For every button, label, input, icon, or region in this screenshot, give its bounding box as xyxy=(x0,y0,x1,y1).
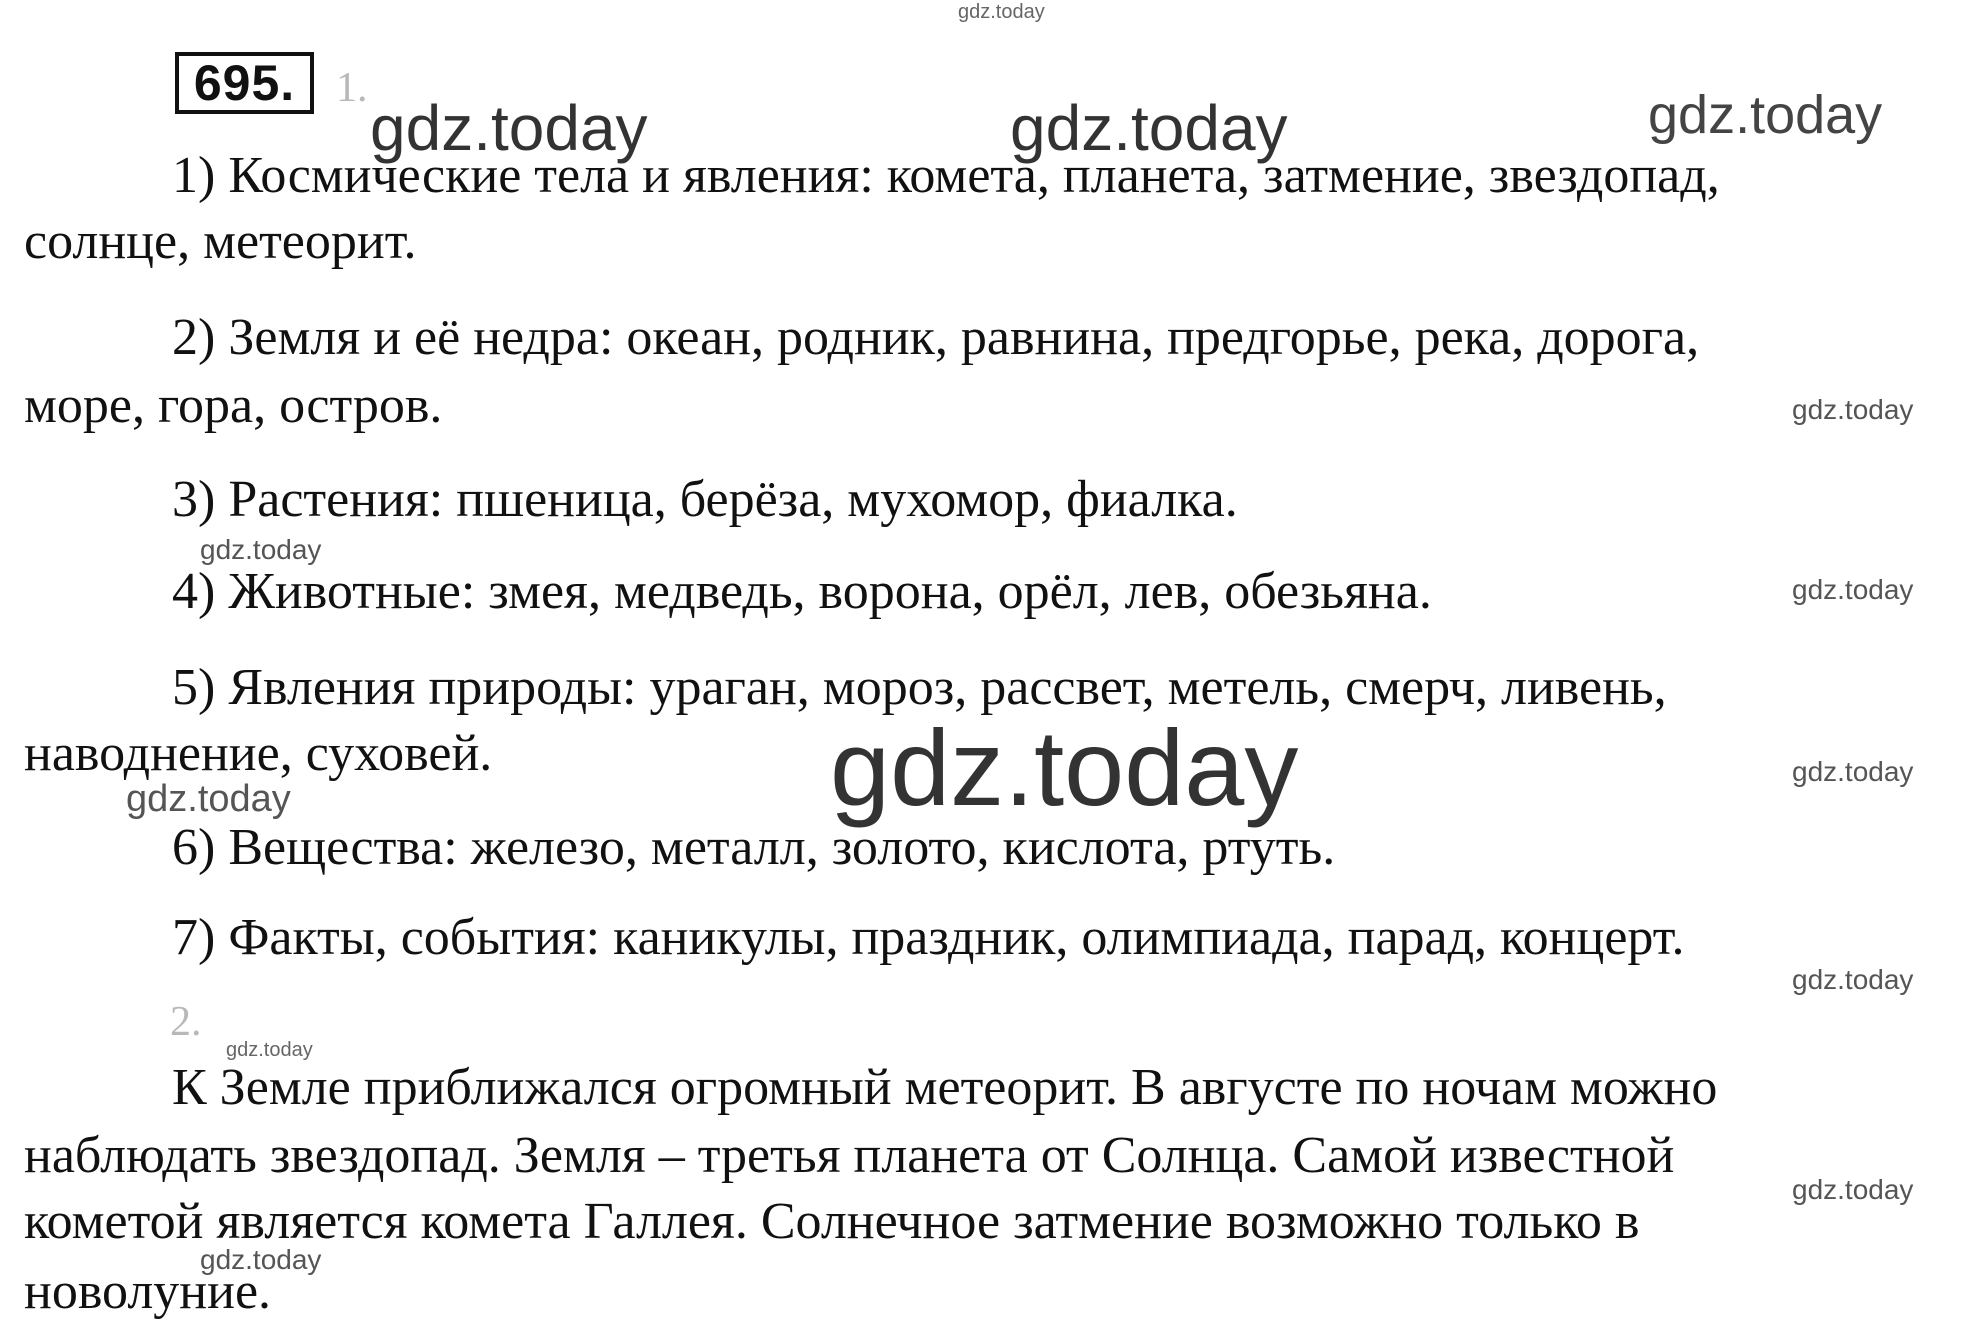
watermark: gdz.today xyxy=(1792,574,1914,605)
watermark: gdz.today xyxy=(370,92,648,164)
watermark: gdz.today xyxy=(1792,756,1914,787)
text-line: К Земле приближался огромный метеорит. В августе по ночам можно xyxy=(172,1059,1718,1116)
text-line: наводнение, суховей. xyxy=(24,725,493,782)
text-line: наблюдать звездопад. Земля – третья планета от Солнца. Самой известной xyxy=(24,1127,1675,1184)
watermark: gdz.today xyxy=(1792,394,1914,425)
watermark: gdz.today xyxy=(126,778,291,820)
watermark: gdz.today xyxy=(200,534,322,565)
text-line: новолуние. xyxy=(24,1263,272,1320)
watermark: gdz.today xyxy=(958,1,1045,23)
watermark: gdz.today xyxy=(1792,1174,1914,1205)
text-line: 2) Земля и её недра: океан, родник, равнина, предгорье, река, дорога, xyxy=(172,309,1700,366)
text-line: 4) Животные: змея, медведь, ворона, орёл, лев, обезьяна. xyxy=(172,563,1432,620)
text-line: кометой является комета Галлея. Солнечное затмение возможно только в xyxy=(24,1193,1640,1250)
text-line: 7) Факты, события: каникулы, праздник, олимпиада, парад, концерт. xyxy=(172,909,1685,966)
watermark: gdz.today xyxy=(200,1244,322,1275)
watermark: gdz.today xyxy=(226,1039,313,1061)
text-line: 6) Вещества: железо, металл, золото, кислота, ртуть. xyxy=(172,819,1336,876)
part-label-1: 1. xyxy=(336,65,368,111)
watermark: gdz.today xyxy=(1010,92,1288,164)
text-line: солнце, метеорит. xyxy=(24,213,417,270)
text-line: море, гора, остров. xyxy=(24,377,443,434)
watermark: gdz.today xyxy=(1648,85,1883,145)
part-label-2: 2. xyxy=(170,999,202,1045)
text-line: 3) Растения: пшеница, берёза, мухомор, фиалка. xyxy=(172,471,1238,528)
exercise-number: 695. xyxy=(175,52,314,114)
watermark: gdz.today xyxy=(830,707,1299,828)
watermark: gdz.today xyxy=(1792,964,1914,995)
text-line: 5) Явления природы: ураган, мороз, рассвет, метель, смерч, ливень, xyxy=(172,659,1667,716)
text-line: 1) Космические тела и явления: комета, планета, затмение, звездопад, xyxy=(172,147,1720,204)
